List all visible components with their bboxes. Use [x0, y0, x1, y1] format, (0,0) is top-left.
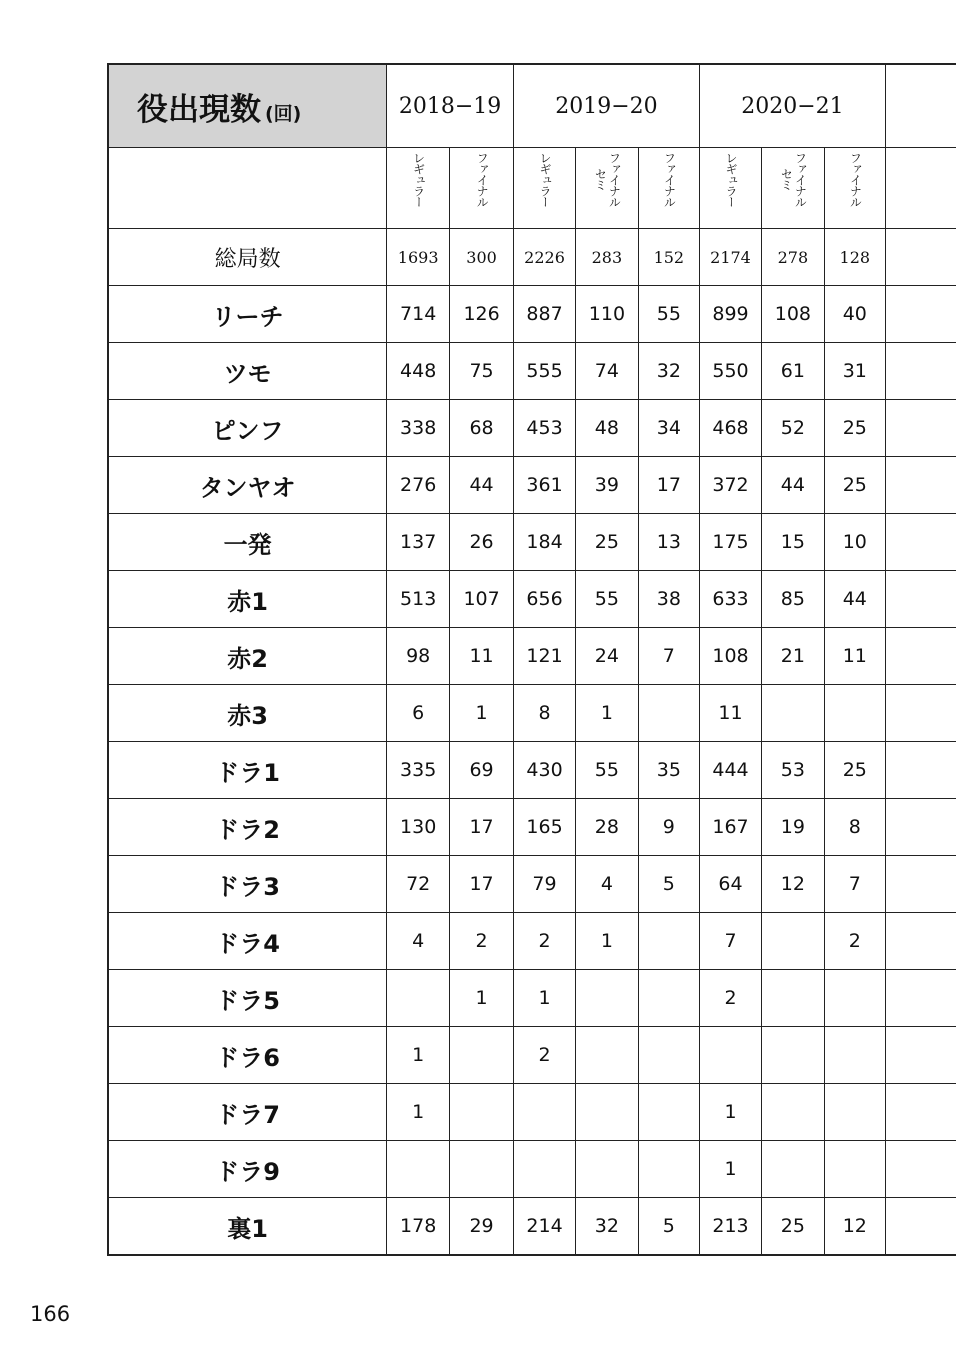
value-cell: 32: [576, 1198, 639, 1256]
value-cell: 110: [576, 286, 639, 343]
round-type-header: [387, 148, 450, 229]
partial-column-cell: [885, 685, 956, 742]
table-row: [108, 457, 956, 514]
value-cell: 13: [638, 514, 699, 571]
value-cell: 555: [513, 343, 575, 400]
subheader-blank-cell: [108, 148, 387, 229]
row-label: ドラ7: [108, 1084, 387, 1141]
value-cell: 48: [576, 400, 639, 457]
round-type-label: レギュラー: [538, 152, 553, 207]
value-cell: 444: [699, 742, 761, 799]
value-cell: 2: [513, 913, 575, 970]
partial-column-cell: [885, 457, 956, 514]
value-cell: 448: [387, 343, 450, 400]
value-cell: 175: [699, 514, 761, 571]
table-row: [108, 628, 956, 685]
row-label: ドラ6: [108, 1027, 387, 1084]
partial-column-cell: [885, 286, 956, 343]
value-cell: 361: [513, 457, 575, 514]
row-label: リーチ: [108, 286, 387, 343]
value-cell: 8: [824, 799, 885, 856]
round-type-label: ファイナル: [475, 152, 490, 207]
table-row: [108, 514, 956, 571]
partial-column-cell: [885, 400, 956, 457]
value-cell: 1693: [387, 229, 450, 286]
value-cell: 17: [638, 457, 699, 514]
value-cell: 2226: [513, 229, 575, 286]
value-cell: 2: [513, 1027, 575, 1084]
value-cell: 513: [387, 571, 450, 628]
value-cell: 98: [387, 628, 450, 685]
page-number: 166: [30, 1302, 71, 1326]
value-cell: 35: [638, 742, 699, 799]
round-type-header: [824, 148, 885, 229]
value-cell: 64: [699, 856, 761, 913]
value-cell: 550: [699, 343, 761, 400]
value-cell: [762, 1141, 825, 1198]
value-cell: [513, 1084, 575, 1141]
table-row: [108, 913, 956, 970]
row-label: ドラ3: [108, 856, 387, 913]
value-cell: 25: [762, 1198, 825, 1256]
value-cell: [824, 970, 885, 1027]
partial-column-cell: [885, 148, 956, 229]
value-cell: [762, 913, 825, 970]
value-cell: 85: [762, 571, 825, 628]
round-type-header: [513, 148, 575, 229]
value-cell: 61: [762, 343, 825, 400]
value-cell: 55: [576, 742, 639, 799]
row-label: 赤1: [108, 571, 387, 628]
table-row: [108, 1198, 956, 1256]
value-cell: 1: [450, 685, 514, 742]
value-cell: 276: [387, 457, 450, 514]
value-cell: 25: [576, 514, 639, 571]
value-cell: [824, 685, 885, 742]
value-cell: 184: [513, 514, 575, 571]
table-row: [108, 970, 956, 1027]
partial-column-cell: [885, 628, 956, 685]
value-cell: 28: [576, 799, 639, 856]
value-cell: 128: [824, 229, 885, 286]
row-label: 総局数: [108, 229, 387, 286]
row-label: ドラ2: [108, 799, 387, 856]
row-label: ツモ: [108, 343, 387, 400]
season-header: 2018−19: [387, 64, 514, 148]
value-cell: 9: [638, 799, 699, 856]
value-cell: 17: [450, 799, 514, 856]
value-cell: 75: [450, 343, 514, 400]
value-cell: 68: [450, 400, 514, 457]
round-type-label: レギュラー: [724, 152, 738, 207]
value-cell: 31: [824, 343, 885, 400]
value-cell: 656: [513, 571, 575, 628]
value-cell: [387, 970, 450, 1027]
value-cell: 44: [450, 457, 514, 514]
round-type-label: レギュラー: [411, 152, 426, 207]
value-cell: 24: [576, 628, 639, 685]
table-title-unit: (回): [265, 102, 302, 125]
value-cell: 8: [513, 685, 575, 742]
value-cell: 108: [699, 628, 761, 685]
value-cell: 2: [824, 913, 885, 970]
value-cell: [638, 1141, 699, 1198]
value-cell: [762, 685, 825, 742]
value-cell: 7: [699, 913, 761, 970]
value-cell: [762, 970, 825, 1027]
season-header-row: [108, 64, 956, 148]
partial-column-cell: [885, 1198, 956, 1256]
value-cell: [638, 970, 699, 1027]
value-cell: 1: [576, 685, 639, 742]
value-cell: 72: [387, 856, 450, 913]
value-cell: 1: [387, 1027, 450, 1084]
value-cell: 7: [638, 628, 699, 685]
value-cell: 29: [450, 1198, 514, 1256]
row-label: ドラ1: [108, 742, 387, 799]
value-cell: 430: [513, 742, 575, 799]
value-cell: 15: [762, 514, 825, 571]
partial-column-cell: [885, 970, 956, 1027]
partial-column-cell: [885, 742, 956, 799]
value-cell: 887: [513, 286, 575, 343]
row-label: ドラ9: [108, 1141, 387, 1198]
table-row: [108, 742, 956, 799]
value-cell: 137: [387, 514, 450, 571]
round-type-label: ファイナル: [848, 152, 863, 207]
partial-column-cell: [885, 343, 956, 400]
table-title: 役出現数: [137, 91, 261, 128]
partial-column-cell: [885, 856, 956, 913]
value-cell: 38: [638, 571, 699, 628]
value-cell: 55: [638, 286, 699, 343]
value-cell: 1: [513, 970, 575, 1027]
table-row: [108, 856, 956, 913]
row-label: ドラ5: [108, 970, 387, 1027]
round-type-label: ファイナル: [793, 152, 808, 207]
value-cell: 12: [824, 1198, 885, 1256]
value-cell: 44: [762, 457, 825, 514]
value-cell: [387, 1141, 450, 1198]
value-cell: 25: [824, 742, 885, 799]
value-cell: 300: [450, 229, 514, 286]
season-header: 2020−21: [699, 64, 885, 148]
row-label: タンヤオ: [108, 457, 387, 514]
value-cell: 2174: [699, 229, 761, 286]
stats-table: [107, 63, 956, 1256]
value-cell: 1: [387, 1084, 450, 1141]
value-cell: 178: [387, 1198, 450, 1256]
table-row: [108, 286, 956, 343]
value-cell: 453: [513, 400, 575, 457]
value-cell: [450, 1084, 514, 1141]
value-cell: 1: [450, 970, 514, 1027]
value-cell: 11: [824, 628, 885, 685]
value-cell: 79: [513, 856, 575, 913]
row-label: 一発: [108, 514, 387, 571]
partial-column-cell: [885, 571, 956, 628]
value-cell: [576, 1084, 639, 1141]
partial-column-cell: [885, 1141, 956, 1198]
value-cell: 338: [387, 400, 450, 457]
table-row: [108, 343, 956, 400]
value-cell: 1: [699, 1084, 761, 1141]
value-cell: 1: [699, 1141, 761, 1198]
value-cell: 108: [762, 286, 825, 343]
round-type-header: [699, 148, 761, 229]
value-cell: [762, 1027, 825, 1084]
value-cell: 55: [576, 571, 639, 628]
value-cell: 21: [762, 628, 825, 685]
row-label: 赤2: [108, 628, 387, 685]
round-type-label: ファイナル: [607, 152, 622, 207]
value-cell: 165: [513, 799, 575, 856]
value-cell: 34: [638, 400, 699, 457]
value-cell: 335: [387, 742, 450, 799]
value-cell: [576, 1141, 639, 1198]
value-cell: 899: [699, 286, 761, 343]
value-cell: 130: [387, 799, 450, 856]
value-cell: 12: [762, 856, 825, 913]
value-cell: 6: [387, 685, 450, 742]
value-cell: 11: [450, 628, 514, 685]
value-cell: 1: [576, 913, 639, 970]
value-cell: 4: [576, 856, 639, 913]
value-cell: 25: [824, 400, 885, 457]
value-cell: [576, 970, 639, 1027]
value-cell: 53: [762, 742, 825, 799]
value-cell: [824, 1141, 885, 1198]
value-cell: 633: [699, 571, 761, 628]
value-cell: 126: [450, 286, 514, 343]
table-row: [108, 229, 956, 286]
round-type-header: [638, 148, 699, 229]
value-cell: 5: [638, 1198, 699, 1256]
partial-column-cell: [885, 1084, 956, 1141]
table-row: [108, 799, 956, 856]
value-cell: [638, 1027, 699, 1084]
round-type-prefix: セミ: [593, 168, 608, 190]
value-cell: 11: [699, 685, 761, 742]
partial-column-cell: [885, 1027, 956, 1084]
partial-column-header: [885, 64, 956, 148]
value-cell: 121: [513, 628, 575, 685]
value-cell: [824, 1027, 885, 1084]
table-row: [108, 1141, 956, 1198]
value-cell: [450, 1141, 514, 1198]
value-cell: [824, 1084, 885, 1141]
row-label: ピンフ: [108, 400, 387, 457]
round-type-prefix: セミ: [779, 168, 794, 190]
season-header: 2019−20: [513, 64, 699, 148]
value-cell: 4: [387, 913, 450, 970]
value-cell: 468: [699, 400, 761, 457]
value-cell: [576, 1027, 639, 1084]
row-label: ドラ4: [108, 913, 387, 970]
value-cell: 52: [762, 400, 825, 457]
value-cell: 2: [699, 970, 761, 1027]
table-row: [108, 400, 956, 457]
partial-column-cell: [885, 514, 956, 571]
table-row: [108, 685, 956, 742]
value-cell: 26: [450, 514, 514, 571]
value-cell: [513, 1141, 575, 1198]
value-cell: 19: [762, 799, 825, 856]
partial-column-cell: [885, 799, 956, 856]
round-type-header: [762, 148, 825, 229]
subheader-row: [108, 148, 956, 229]
value-cell: 107: [450, 571, 514, 628]
value-cell: [762, 1084, 825, 1141]
value-cell: 167: [699, 799, 761, 856]
value-cell: 69: [450, 742, 514, 799]
round-type-header: [576, 148, 639, 229]
value-cell: 7: [824, 856, 885, 913]
value-cell: 214: [513, 1198, 575, 1256]
value-cell: [638, 685, 699, 742]
value-cell: 152: [638, 229, 699, 286]
value-cell: 714: [387, 286, 450, 343]
table-title-cell: [108, 64, 387, 148]
value-cell: 278: [762, 229, 825, 286]
round-type-label: ファイナル: [662, 152, 677, 207]
value-cell: 2: [450, 913, 514, 970]
value-cell: [450, 1027, 514, 1084]
table-row: [108, 1084, 956, 1141]
value-cell: 17: [450, 856, 514, 913]
partial-column-cell: [885, 229, 956, 286]
value-cell: [699, 1027, 761, 1084]
value-cell: 25: [824, 457, 885, 514]
value-cell: 10: [824, 514, 885, 571]
value-cell: [638, 913, 699, 970]
value-cell: 74: [576, 343, 639, 400]
value-cell: 372: [699, 457, 761, 514]
value-cell: 213: [699, 1198, 761, 1256]
value-cell: [638, 1084, 699, 1141]
value-cell: 283: [576, 229, 639, 286]
table-row: [108, 1027, 956, 1084]
value-cell: 39: [576, 457, 639, 514]
value-cell: 5: [638, 856, 699, 913]
row-label: 裏1: [108, 1198, 387, 1256]
value-cell: 40: [824, 286, 885, 343]
value-cell: 32: [638, 343, 699, 400]
value-cell: 44: [824, 571, 885, 628]
table-row: [108, 571, 956, 628]
partial-column-cell: [885, 913, 956, 970]
round-type-header: [450, 148, 514, 229]
row-label: 赤3: [108, 685, 387, 742]
